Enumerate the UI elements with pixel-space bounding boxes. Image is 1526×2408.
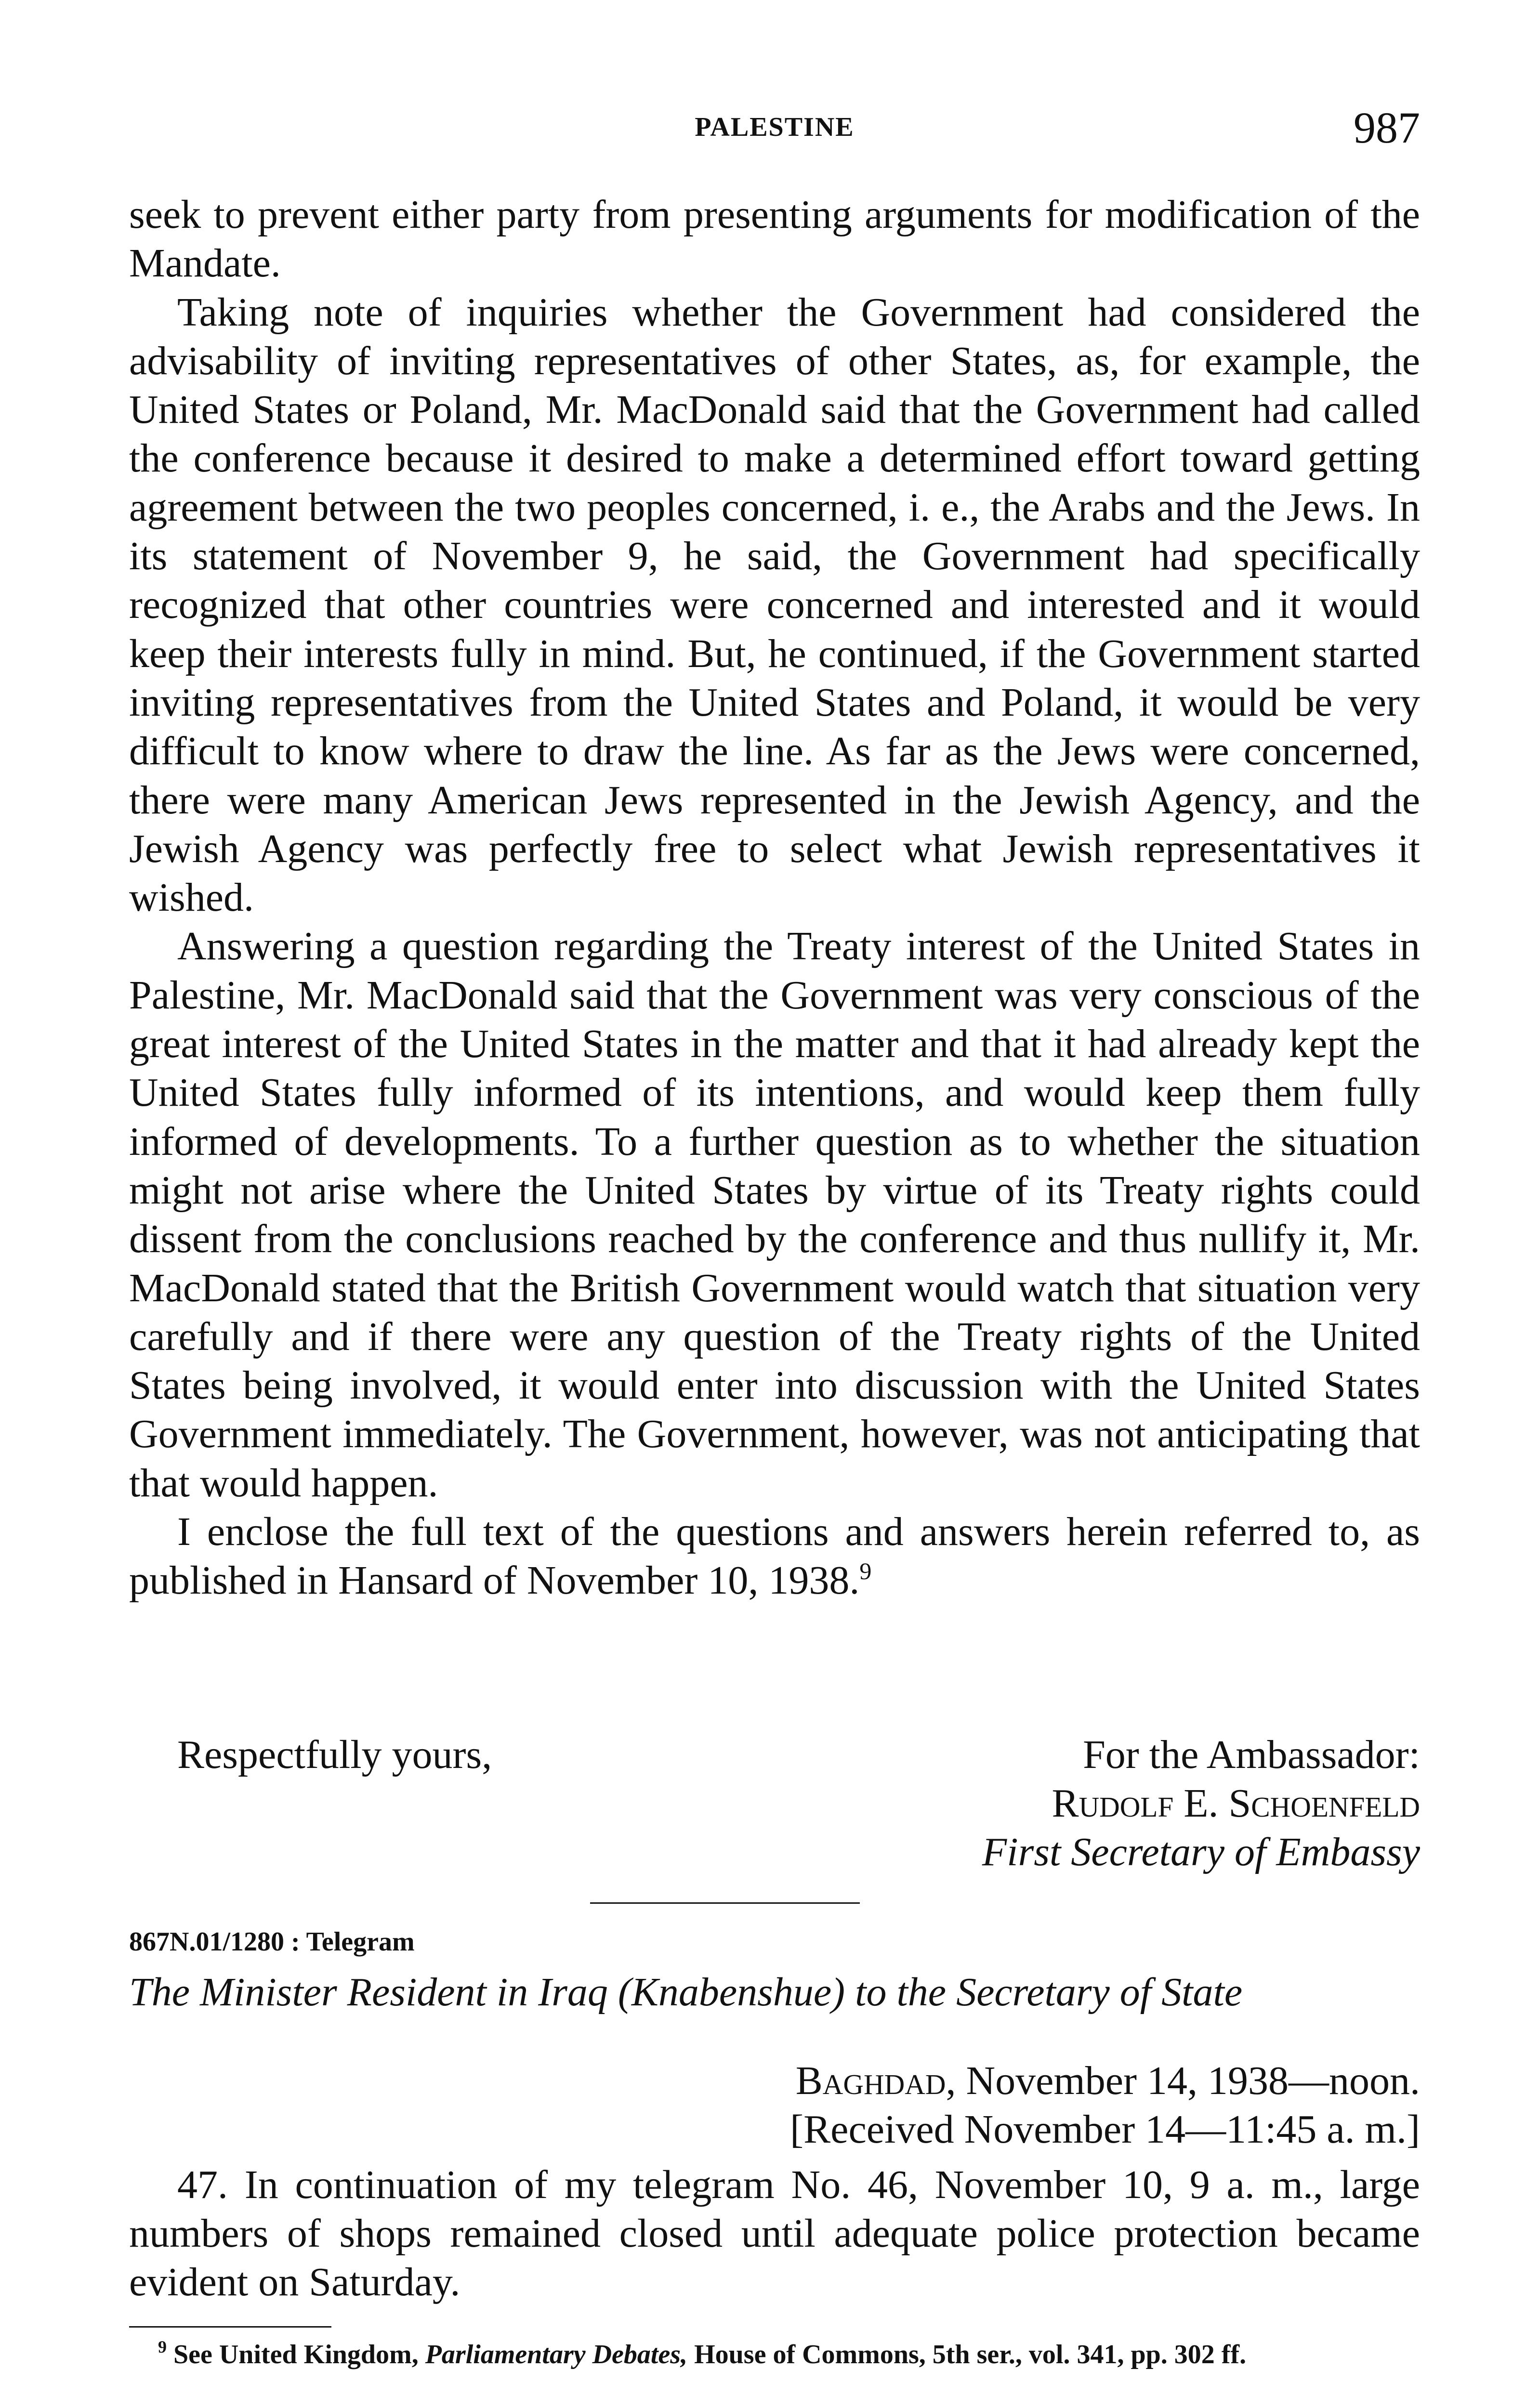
signer-title: First Secretary of Embassy [982,1830,1420,1874]
signer-name [982,1779,1420,1828]
paragraph-continued: seek to prevent either party from presenting arguments for modification of the Mandate. [129,192,1420,286]
dateline-date: November 14, 1938—noon. [966,2058,1420,2103]
running-head [129,102,1420,155]
signer-name-text: Rudolf E. Schoenfeld [1052,1781,1420,1826]
dateline-place: Baghdad, [795,2058,956,2103]
footnote [129,2338,1420,2371]
letter-body [129,190,1420,1605]
for-ambassador-line: For the Ambassador: [1083,1732,1420,1777]
footnote-title: Parliamentary Debates, [425,2340,688,2369]
section-divider [590,1902,860,1904]
paragraph-enclosure [129,1507,1420,1605]
footnote-text-before: See United Kingdom, [173,2340,419,2369]
dateline-received: [Received November 14—11:45 a. m.] [790,2107,1420,2152]
running-title: PALESTINE [695,112,855,142]
signature-block [982,1730,1420,1876]
footnote-marker: 9 [158,2337,167,2356]
dateline [790,2056,1420,2154]
salutation: Respectfully yours, [177,1732,492,1777]
footnote-text-after: House of Commons, 5th ser., vol. 341, pp. 302 ff. [694,2340,1247,2369]
page-number: 987 [1354,103,1420,152]
dateline-sent [790,2056,1420,2105]
file-reference: 867N.01/1280 : Telegram [129,1927,415,1957]
footnote-divider [129,2326,331,2328]
enclosure-text: I enclose the full text of the questions and answers herein referred to, as published in Hansard of November 10, 1938. [129,1509,1420,1603]
telegram-paragraph: 47. In continuation of my telegram No. 46, November 10, 9 a. m., large numbers of shops remained closed until adequate police protection became evident on Saturday. [129,2162,1420,2304]
paragraph-inquiries: Taking note of inquiries whether the Government had considered the advisability of inviting representatives of other States, as, for example, the United States or Poland, Mr. MacDonald said that the Government had called the conference because it desired to make a determined effort toward getting agreement between the two peoples concerned, i. e., the Arabs and the Jews. In its statement of November 9, he said, the Government had specifically recognized that other countries were concerned and interested and it would keep their interests fully in mind. But, he continued, if the Government started inviting representatives from the United States and Poland, it would be very difficult to know where to draw the line. As far as the Jews were concerned, there were many American Jews represented in the Jewish Agency, and the Jewish Agency was perfectly free to select what Jewish representatives it wished. [129,289,1420,920]
telegram-body [129,2160,1420,2306]
footnote-paragraph [129,2338,1420,2371]
document-heading: The Minister Resident in Iraq (Knabenshue) to the Secretary of State [129,1970,1243,2015]
paragraph-treaty-interest: Answering a question regarding the Treaty interest of the United States in Palestine, Mr. MacDonald said that the Government was very conscious of the great interest of the United States in the matter and that it had already kept the United States fully informed of its intentions, and would keep them fully informed of developments. To a further question as to whether the situation might not arise where the United States by virtue of its Treaty rights could dissent from the conclusions reached by the conference and thus nullify it, Mr. MacDonald stated that the British Government would watch that situation very carefully and if there were any question of the Treaty rights of the United States being involved, it would enter into discussion with the United States Government immediately. The Government, however, was not anticipating that that would happen. [129,924,1420,1505]
footnote-reference: 9 [859,1557,872,1585]
